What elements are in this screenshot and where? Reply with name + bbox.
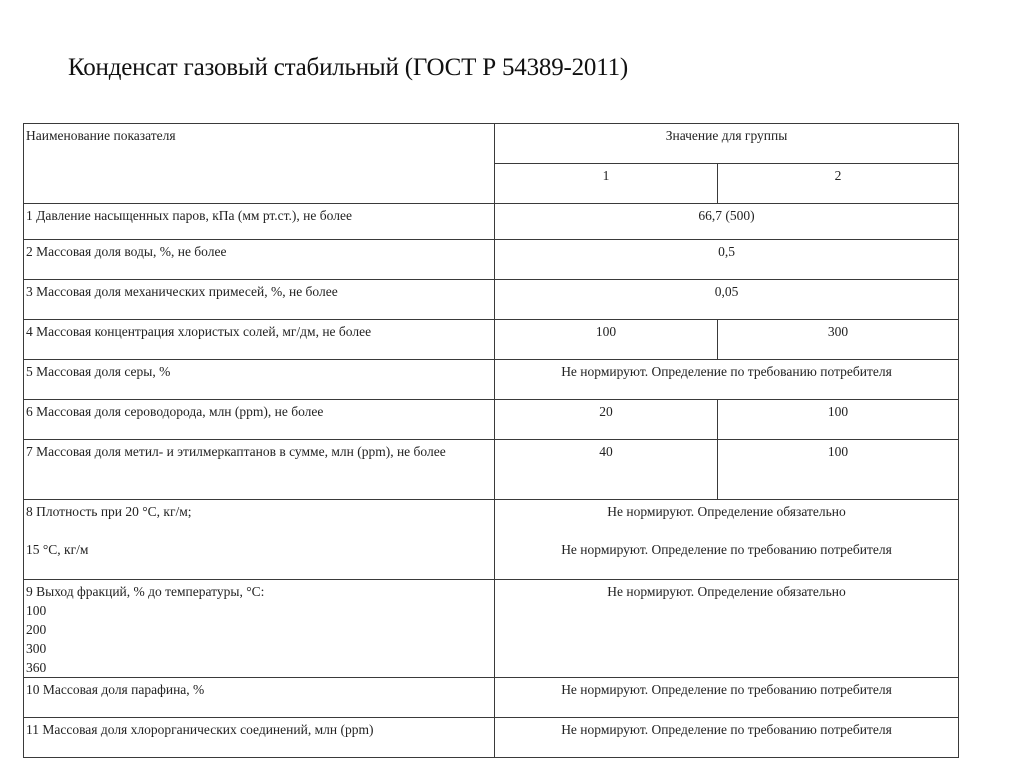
row-name: 1 Давление насыщенных паров, кПа (мм рт.ст.), не более [24, 204, 495, 240]
table-row [24, 320, 959, 360]
row-name: 6 Массовая доля сероводорода, млн (ppm), не более [24, 400, 495, 440]
row-value: 0,5 [495, 240, 959, 280]
temperature-value: 360 [26, 660, 47, 675]
header-group-2: 2 [718, 164, 959, 204]
header-group-1: 1 [495, 164, 718, 204]
table-row [24, 718, 959, 758]
row-name-line: 15 °С, кг/м [26, 542, 89, 557]
table-row [24, 580, 959, 678]
row-value-group-2: 100 [718, 400, 959, 440]
header-indicator: Наименование показателя [24, 124, 495, 204]
table-row [24, 360, 959, 400]
row-value: 66,7 (500) [495, 204, 959, 240]
row-value-line: Не нормируют. Определение по требованию потребителя [561, 542, 892, 557]
row-value: 0,05 [495, 280, 959, 320]
row-value: Не нормируют. Определение обязательно [495, 580, 959, 678]
row-value-group-1: 20 [495, 400, 718, 440]
table-row [24, 500, 959, 580]
row-name-line: 8 Плотность при 20 °С, кг/м; [26, 504, 192, 519]
row-name: 11 Массовая доля хлорорганических соединений, млн (ppm) [24, 718, 495, 758]
row-value: Не нормируют. Определение по требованию потребителя [495, 718, 959, 758]
table-row [24, 678, 959, 718]
table-row [24, 204, 959, 240]
spec-table [23, 123, 959, 758]
row-value [495, 500, 959, 580]
spacer [26, 521, 492, 540]
row-name [24, 500, 495, 580]
temperature-value: 200 [26, 622, 47, 637]
row-name: 4 Массовая концентрация хлористых солей, мг/дм, не более [24, 320, 495, 360]
row-value-group-1: 40 [495, 440, 718, 500]
temperature-value: 100 [26, 603, 47, 618]
temperature-value: 300 [26, 641, 47, 656]
row-name: 5 Массовая доля серы, % [24, 360, 495, 400]
row-value-group-1: 100 [495, 320, 718, 360]
row-value: Не нормируют. Определение по требованию потребителя [495, 360, 959, 400]
table-row [24, 400, 959, 440]
row-name: 2 Массовая доля воды, %, не более [24, 240, 495, 280]
table-row [24, 280, 959, 320]
header-value-group: Значение для группы [495, 124, 959, 164]
header-row [24, 124, 959, 164]
table-row [24, 240, 959, 280]
row-name-line: 9 Выход фракций, % до температуры, °С: [26, 584, 265, 599]
row-name [24, 580, 495, 678]
table-row [24, 440, 959, 500]
row-name: 7 Массовая доля метил- и этилмеркаптанов в сумме, млн (ppm), не более [24, 440, 495, 500]
spacer [497, 521, 956, 540]
row-value-group-2: 300 [718, 320, 959, 360]
row-value-line: Не нормируют. Определение обязательно [607, 504, 846, 519]
row-value: Не нормируют. Определение по требованию потребителя [495, 678, 959, 718]
row-value-group-2: 100 [718, 440, 959, 500]
row-name: 3 Массовая доля механических примесей, %, не более [24, 280, 495, 320]
row-name: 10 Массовая доля парафина, % [24, 678, 495, 718]
document-title: Конденсат газовый стабильный (ГОСТ Р 54389-2011) [68, 54, 629, 81]
